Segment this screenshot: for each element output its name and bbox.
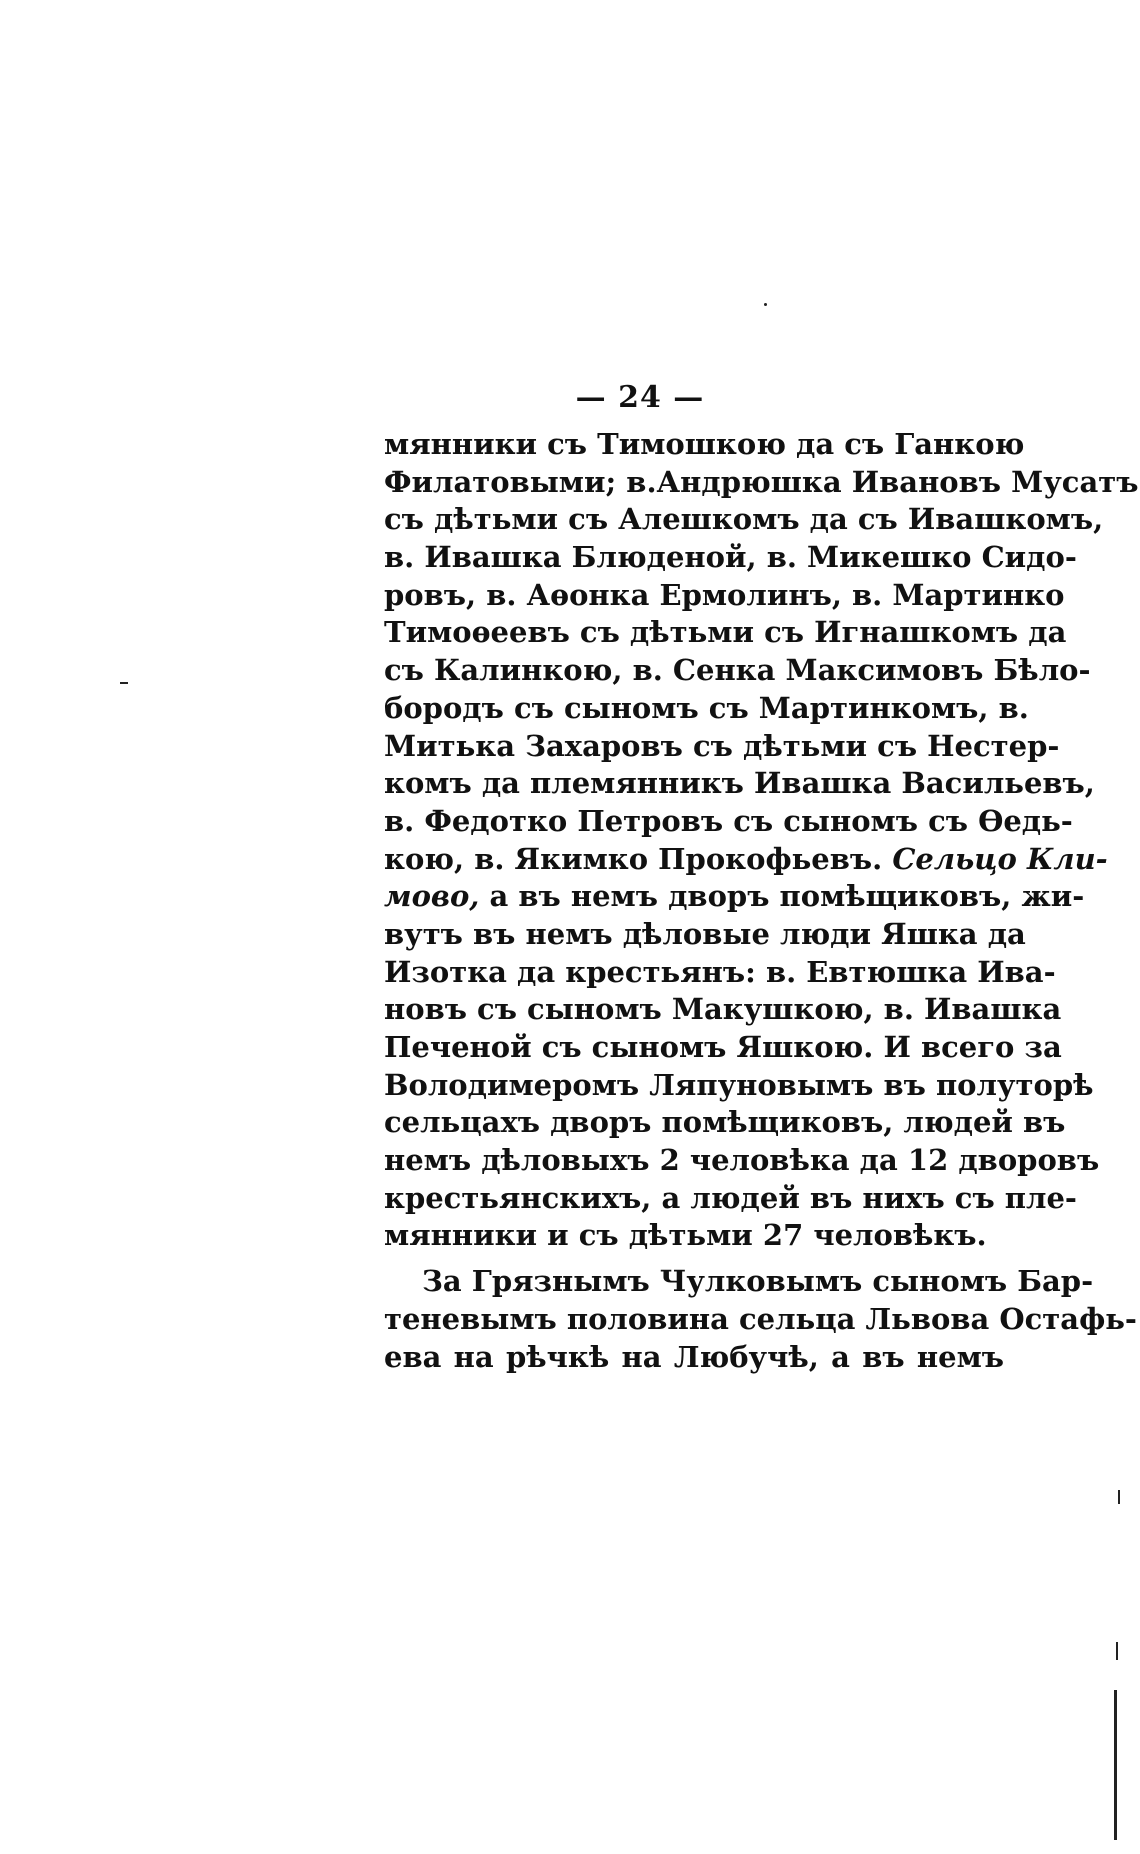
text-line: За Грязнымъ Чулковымъ сыномъ Бар- [422,1264,1094,1299]
text-line: крестьянскихъ, а людей въ нихъ съ пле- [384,1180,1077,1215]
scan-speck [764,303,767,306]
text-line: Филатовыми; в.Андрюшка Ивановъ Мусатъ [384,464,1139,499]
text-line: съ дѣтьми съ Алешкомъ да съ Ивашкомъ, [384,502,1104,537]
text-line: новъ съ сыномъ Макушкою, в. Ивашка [384,992,1062,1027]
text-line: бородъ съ сыномъ съ Мартинкомъ, в. [384,690,1029,725]
text-line: в. Ивашка Блюденой, в. Микешко Сидо- [384,540,1077,575]
text-line-with-italic [384,841,1108,879]
text-line: мянники и съ дѣтьми 27 человѣкъ. [384,1218,987,1253]
paragraph-gap [384,1255,1004,1263]
italic-place-name: Сельцо Кли- [892,841,1108,876]
text-line: Митька Захаровъ съ дѣтьми съ Нестер- [384,728,1060,763]
text-line: теневымъ половина сельца Львова Остафь- [384,1301,1137,1336]
scan-speck [1116,1642,1118,1660]
text-line: Печеной съ сыномъ Яшкою. И всего за [384,1030,1062,1064]
text-segment: а въ немъ дворъ помѣщиковъ, жи- [479,879,1085,914]
scan-speck [1118,1490,1120,1504]
text-line: немъ дѣловыхъ 2 человѣка да 12 дворовъ [384,1143,1100,1178]
text-line: мянники съ Тимошкою да съ Ганкою [384,427,1025,461]
text-line: ровъ, в. Аѳонка Ермолинъ, в. Мартинко [384,577,1065,612]
scan-speck [120,682,128,684]
text-line-with-italic [384,878,1085,916]
text-line: ева на рѣчкѣ на Любучѣ, а въ немъ [384,1339,1004,1374]
text-line: комъ да племянникъ Ивашка Васильевъ, [384,766,1095,801]
text-block [384,426,1139,1376]
scan-speck [1114,1690,1117,1840]
text-line: вутъ въ немъ дѣловые люди Яшка да [384,916,1026,951]
page-number: — 24 — [575,380,705,415]
text-line: съ Калинкою, в. Сенка Максимовъ Бѣло- [384,653,1091,688]
text-line: Тимоѳеевъ съ дѣтьми съ Игнашкомъ да [384,615,1067,650]
italic-place-name-end: мово, [384,879,480,914]
text-line: в. Федотко Петровъ съ сыномъ съ Ѳедь- [384,803,1073,838]
text-line: Изотка да крестьянъ: в. Евтюшка Ива- [384,954,1056,989]
text-line: сельцахъ дворъ помѣщиковъ, людей въ [384,1105,1066,1140]
text-line: Володимеромъ Ляпуновымъ въ полуторѣ [384,1067,1094,1102]
text-segment: кою, в. Якимко Прокофьевъ. [384,841,883,876]
